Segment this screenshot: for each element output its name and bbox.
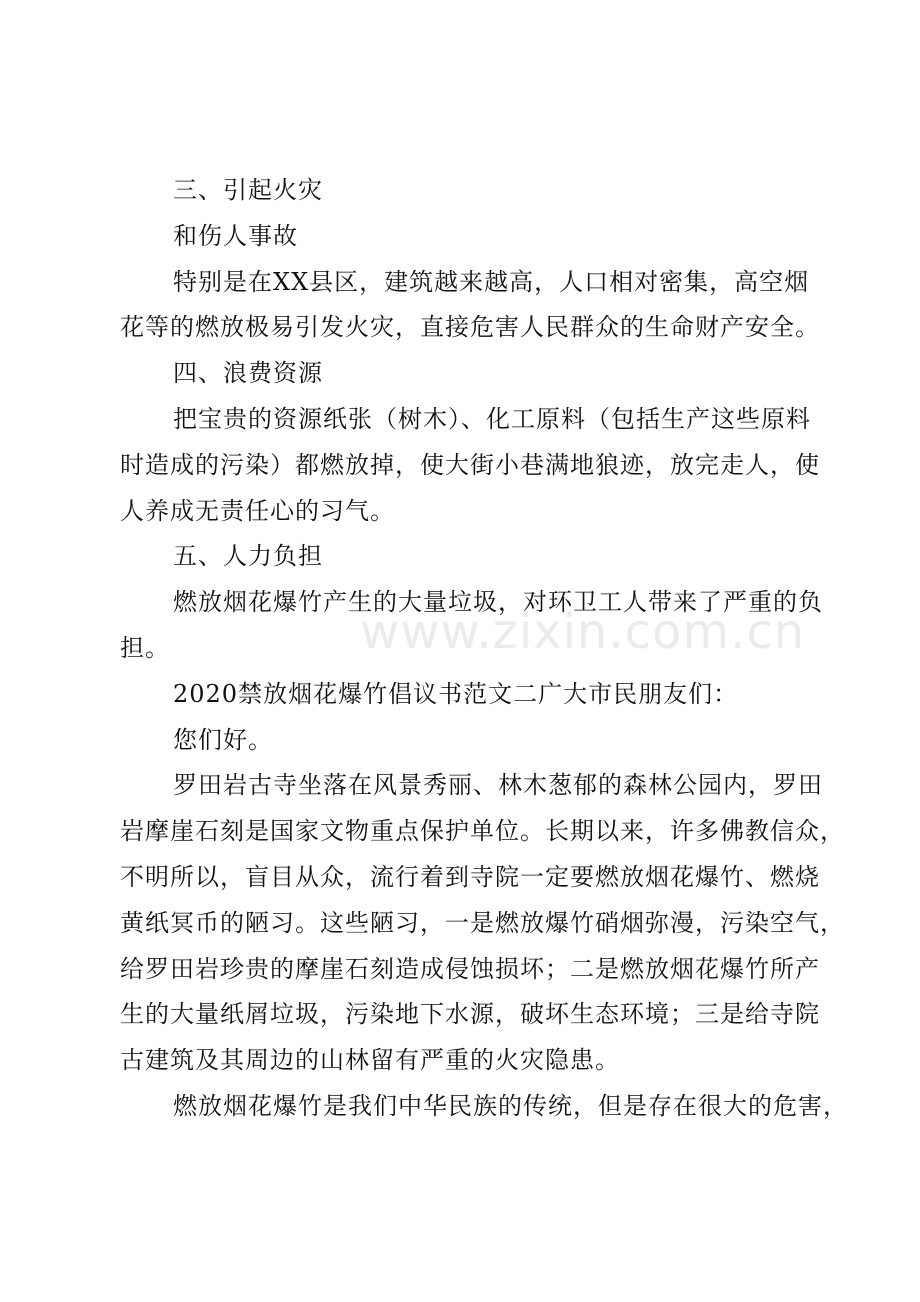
paragraph-line: 岩摩崖石刻是国家文物重点保护单位。长期以来，许多佛教信众， — [120, 817, 845, 846]
section-heading: 四、浪费资源 — [173, 359, 323, 388]
greeting-line: 您们好。 — [173, 725, 273, 754]
paragraph-line: 燃放烟花爆竹产生的大量垃圾，对环卫工人带来了严重的负 — [173, 588, 823, 617]
document-subtitle-line: 2020禁放烟花爆竹倡议书范文二广大市民朋友们： — [173, 679, 739, 708]
paragraph-line: 给罗田岩珍贵的摩崖石刻造成侵蚀损坏；二是燃放烟花爆竹所产 — [120, 954, 820, 983]
paragraph-line: 黄纸冥币的陋习。这些陋习，一是燃放爆竹硝烟弥漫，污染空气， — [120, 908, 845, 937]
paragraph-line: 特别是在XX县区，建筑越来越高，人口相对密集，高空烟 — [173, 267, 810, 296]
paragraph-line: 燃放烟花爆竹是我们中华民族的传统，但是存在很大的危害， — [173, 1091, 848, 1120]
paragraph-line: 古建筑及其周边的山林留有严重的火灾隐患。 — [120, 1046, 620, 1075]
paragraph-line: 不明所以，盲目从众，流行着到寺院一定要燃放烟花爆竹、燃烧 — [120, 862, 820, 891]
document-body — [120, 168, 848, 1130]
paragraph-line: 罗田岩古寺坐落在风景秀丽、林木葱郁的森林公园内，罗田 — [173, 771, 823, 800]
paragraph-line: 人养成无责任心的习气。 — [120, 496, 395, 525]
paragraph-line: 时造成的污染）都燃放掉，使大街小巷满地狼迹，放完走人，使 — [120, 450, 820, 479]
section-heading-continuation: 和伤人事故 — [173, 221, 298, 250]
section-heading: 五、人力负担 — [173, 542, 323, 571]
watermark: www.zixin.com.cn — [360, 604, 806, 660]
paragraph-line: 把宝贵的资源纸张（树木）、化工原料（包括生产这些原料 — [173, 404, 811, 433]
paragraph-line: 生的大量纸屑垃圾，污染地下水源，破坏生态环境；三是给寺院 — [120, 1000, 820, 1029]
section-heading: 三、引起火灾 — [173, 176, 323, 204]
paragraph-line: 担。 — [120, 633, 170, 662]
paragraph-line: 花等的燃放极易引发火灾，直接危害人民群众的生命财产安全。 — [120, 313, 820, 342]
